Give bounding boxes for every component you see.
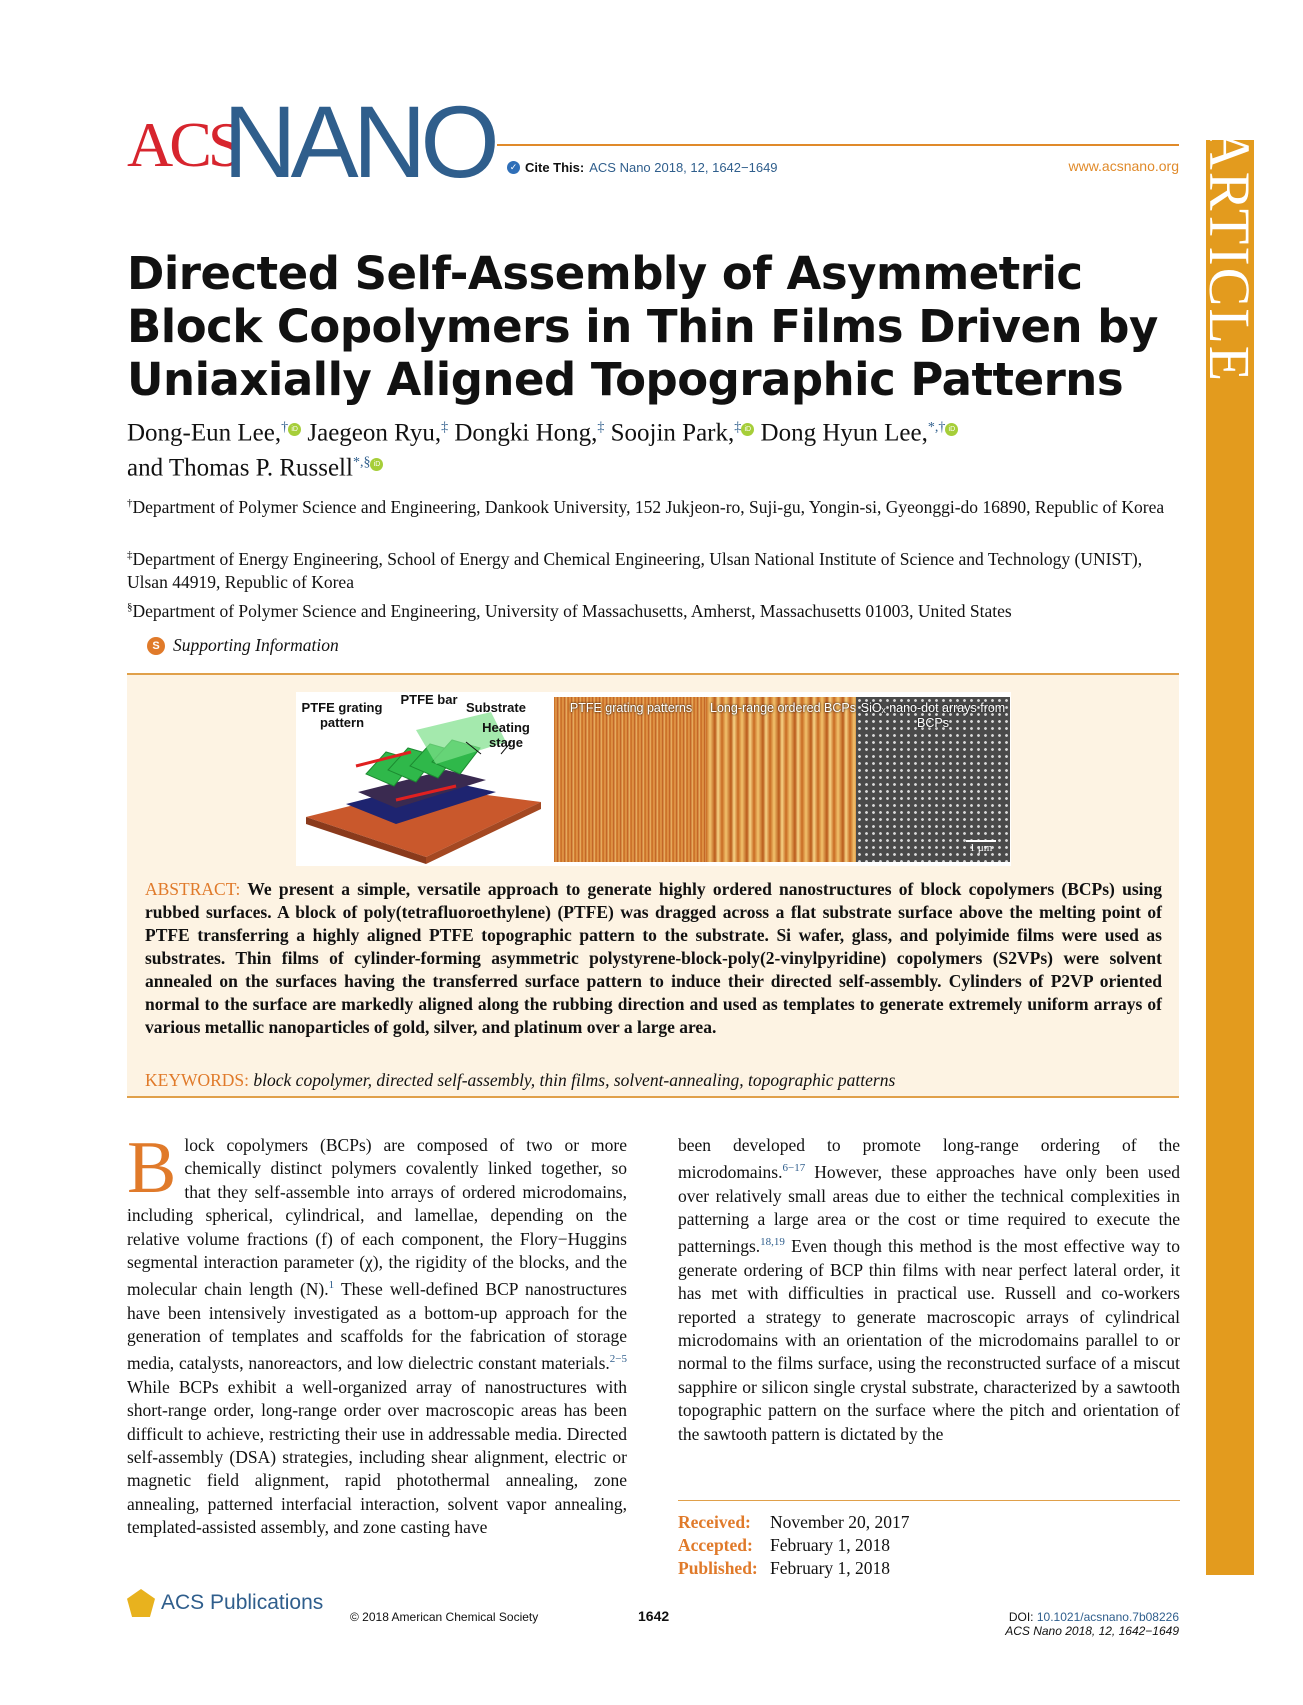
acs-publications-logo[interactable]: ACS Publications (127, 1589, 323, 1617)
label-substrate: Substrate (466, 700, 526, 715)
cite-label: Cite This: (525, 160, 585, 175)
affiliation: †Department of Polymer Science and Engineering, Dankook University, 152 Jukjeon-ro, Suji-gu, Yongin-si, Gyeonggi-do 16890, Republic of Korea (127, 496, 1165, 517)
website-link[interactable]: www.acsnano.org (1068, 158, 1179, 174)
orcid-icon[interactable]: iD (370, 458, 383, 471)
body-column-left: Block copolymers (BCPs) are composed of two or more chemically distinct polymers covalently linked together, so that they self-assemble into arrays of ordered microdomains, including spherical, cylindrical, and lamellae, depending on the relative volume fractions (f) of each component, the Flory−Huggins segmental interaction parameter (χ), the rigidity of the blocks, and the molecular chain length (N).$^1$ These well-defined BCP nanostructures have been intensively investigated as a bottom-up approach for the generation of templates and scaffolds for the fabrication of storage media, catalysts, nanoreactors, and low dielectric constant materials.$^{2-5}$ While BCPs exhibit a well-organized array of nanostructures with short-range order, long-range order over macroscopic areas has been difficult to achieve, restricting their use in addressable media. Directed self-assembly (DSA) strategies, including shear alignment, electric or magnetic field alignment, rapid photothermal annealing, zone annealing, patterned interfacial interaction, solvent vapor annealing, templated-assisted assembly, and zone casting have (127, 1127, 627, 1538)
orcid-icon[interactable]: iD (741, 423, 754, 436)
afm-panel-bcp: Long-range ordered BCPs (706, 697, 860, 862)
accepted-date: February 1, 2018 (770, 1535, 891, 1555)
body-column-right: been developed to promote long-range ordering of the microdomains.$^{6-17}$ However, these approaches have only been used over relatively small areas due to either the technical complexities in patterning a large area or the cost or time required to execute the patternings.$^{18,19}$ Even though this method is the most effective way to generate ordering of BCP thin films with near perfect lateral order, it has met with difficulties in practical use. Russell and co-workers reported a strategy to generate macroscopic arrays of cylindrical microdomains with an orientation of the microdomains parallel to or normal to the films surface, using the reconstructed surface of a miscut sapphire or silicon single crystal substrate, characterized by a sawtooth topographic pattern on the surface where the pitch and orientation of the sawtooth pattern is dictated by the (678, 1135, 1180, 1444)
logo-acs: ACS (127, 109, 240, 180)
label-ptfe-grating: PTFE grating pattern (301, 700, 383, 730)
article-title: Directed Self-Assembly of Asymmetric Block Copolymers in Thin Films Driven by Uniaxially Aligned Topographic Patterns (127, 247, 1158, 406)
label-heating-stage: Heating stage (482, 720, 530, 750)
label-ptfe-bar: PTFE bar (400, 692, 458, 707)
keywords: KEYWORDS: block copolymer, directed self-assembly, thin films, solvent-annealing, topographic patterns (145, 1070, 896, 1090)
author-list: Dong-Eun Lee,† iD Jaegeon Ryu,‡ Dongki Hong,‡ Soojin Park,‡ iD Dong Hyun Lee,*,† iD and Thomas P. Russell*,§ iD (127, 413, 1187, 484)
published-date: February 1, 2018 (770, 1558, 891, 1578)
author[interactable]: Jaegeon Ryu, (307, 419, 442, 447)
citation-link[interactable]: 6−17 (782, 1162, 806, 1175)
citation-link[interactable]: 2−5 (609, 1353, 627, 1366)
received-date: November 20, 2017 (770, 1512, 910, 1532)
supporting-information-link[interactable]: S Supporting Information (147, 635, 339, 656)
abstract-label: ABSTRACT: (145, 879, 241, 899)
author[interactable]: Dong-Eun Lee, (127, 419, 282, 447)
keywords-label: KEYWORDS: (145, 1070, 250, 1090)
sidebar-label: ARTICLE (1197, 127, 1263, 383)
copyright: © 2018 American Chemical Society (350, 1610, 539, 1624)
dropcap: B (127, 1127, 177, 1209)
toc-schematic (296, 692, 554, 866)
journal-logo (127, 85, 507, 199)
afm-panel-grating: PTFE grating patterns (554, 697, 708, 862)
affiliation: ‡Department of Energy Engineering, School of Energy and Chemical Engineering, Ulsan National Institute of Science and Technology (UNIST), Ulsan 44919, Republic of Korea (127, 548, 1143, 592)
citation-link[interactable]: 1 (328, 1279, 335, 1292)
orcid-icon[interactable]: iD (288, 423, 301, 436)
cite-reference[interactable]: ACS Nano 2018, 12, 1642−1649 (589, 160, 778, 175)
toc-graphic (296, 692, 1011, 866)
author[interactable]: Soojin Park, (610, 419, 735, 447)
abstract: ABSTRACT: We present a simple, versatile approach to generate highly ordered nanostructures of block copolymers (BCPs) using rubbed surfaces. A block of poly(tetrafluoroethylene) (PTFE) was dragged across a flat substrate surface above the melting point of PTFE transferring a highly aligned PTFE topographic pattern to the substrate. Si wafer, glass, and polyimide films were used as substrates. Thin films of cylinder-forming asymmetric polystyrene-block-poly(2-vinylpyridine) copolymers (S2VPs) were solvent annealed on the surfaces having the transferred surface pattern to induce their directed self-assembly. Cylinders of P2VP oriented normal to the surface are markedly aligned along the rubbing direction and used as templates to generate extremely uniform arrays of various metallic nanoparticles of gold, silver, and platinum over a large area. (145, 879, 1163, 1037)
supporting-info-icon: S (147, 637, 165, 655)
doi-block: DOI: 10.1021/acsnano.7b08226 ACS Nano 2018, 12, 1642−1649 (1005, 1610, 1179, 1638)
acs-logo-icon (127, 1589, 155, 1617)
publication-dates: Received: November 20, 2017 Accepted: February 1, 2018 Published: February 1, 2018 (678, 1512, 910, 1578)
scale-bar: 1 μm (966, 840, 996, 854)
citation-link[interactable]: 18,19 (760, 1236, 785, 1249)
logo-nano: NANO (223, 85, 494, 199)
author[interactable]: and Thomas P. Russell (127, 454, 353, 482)
sem-panel-nanodots: SiOₓ nano-dot arrays from BCPs 1 μm (856, 697, 1010, 862)
journal-reference: ACS Nano 2018, 12, 1642−1649 (1005, 1624, 1179, 1638)
doi-link[interactable]: 10.1021/acsnano.7b08226 (1036, 1610, 1179, 1624)
page-number: 1642 (638, 1608, 670, 1624)
cite-this[interactable] (507, 160, 778, 175)
check-icon: ✓ (507, 161, 520, 174)
affiliation: §Department of Polymer Science and Engineering, University of Massachusetts, Amherst, Massachusetts 01003, United States (127, 600, 1012, 621)
orcid-icon[interactable]: iD (945, 423, 958, 436)
author[interactable]: Dong Hyun Lee, (760, 419, 928, 447)
author[interactable]: Dongki Hong, (454, 419, 598, 447)
dates-rule (678, 1500, 1180, 1501)
header-rule (497, 144, 1179, 146)
